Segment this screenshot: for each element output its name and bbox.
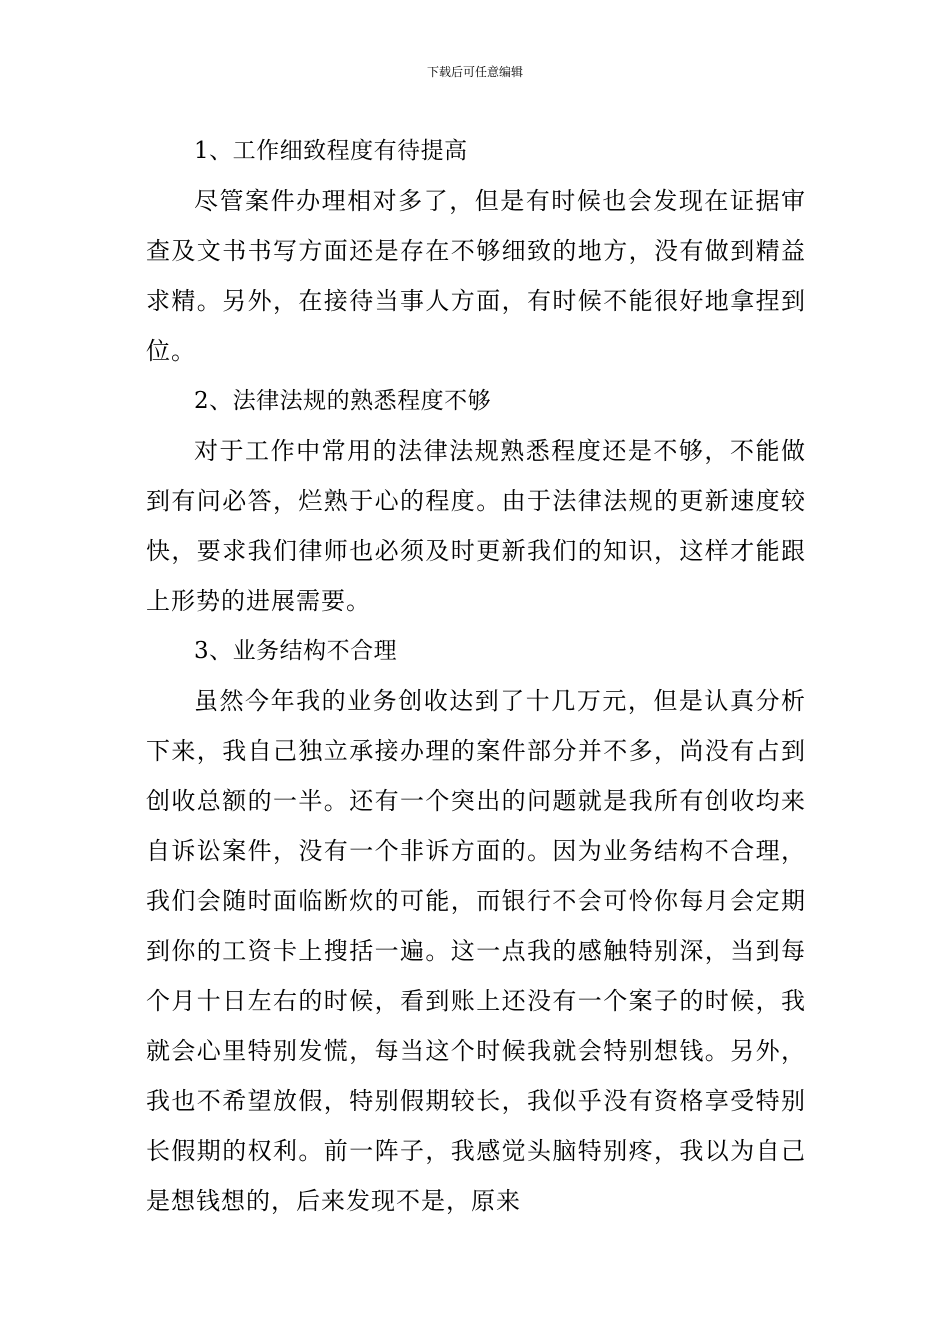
page-header-note: 下载后可任意编辑 — [426, 65, 523, 79]
section-2-paragraph: 对于工作中常用的法律法规熟悉程度还是不够，不能做到有问必答，烂熟于心的程度。由于法律法规的更新速度较快，要求我们律师也必须及时更新我们的知识，这样才能跟上形势的进展需要。 — [146, 437, 806, 615]
section-3-heading: 3、业务结构不合理 — [194, 638, 398, 664]
section-2-heading: 2、法律法规的熟悉程度不够 — [194, 388, 492, 414]
section-1-paragraph: 尽管案件办理相对多了，但是有时候也会发现在证据审查及文书书写方面还是存在不够细致的地方，没有做到精益求精。另外，在接待当事人方面，有时候不能很好地拿捏到位。 — [146, 187, 806, 365]
section-3-paragraph: 虽然今年我的业务创收达到了十几万元，但是认真分析下来，我自己独立承接办理的案件部分并不多，尚没有占到创收总额的一半。还有一个突出的问题就是我所有创收均来自诉讼案件，没有一个非诉方面的。因为业务结构不合理，我们会随时面临断炊的可能，而银行不会可怜你每月会定期到你的工资卡上搜括一遍。这一点我的感触特别深，当到每个月十日左右的时候，看到账上还没有一个案子的时候，我就会心里特别发慌，每当这个时候我就会特别想钱。另外，我也不希望放假，特别假期较长，我似乎没有资格享受特别长假期的权利。前一阵子，我感觉头脑特别疼，我以为自己是想钱想的，后来发现不是，原来 — [146, 687, 806, 1215]
section-1-heading: 1、工作细致程度有待提高 — [194, 138, 468, 164]
document-body — [146, 126, 806, 1226]
